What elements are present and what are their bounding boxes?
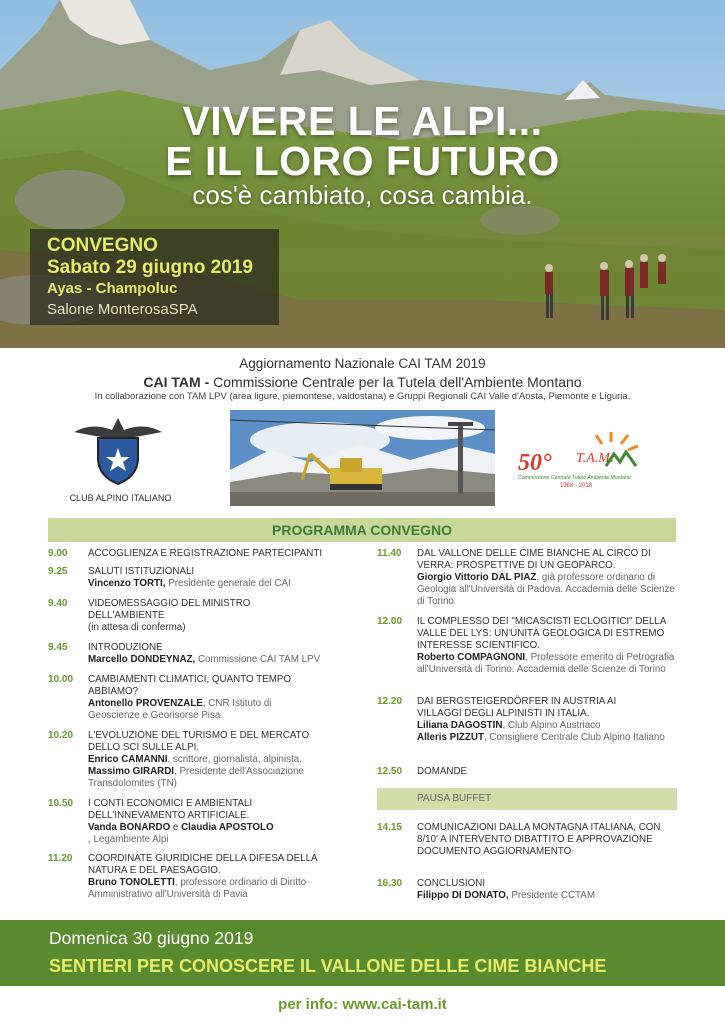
item-speaker: Antonello PROVENZALE (88, 698, 203, 709)
footer-date: Domenica 30 giugno 2019 (49, 928, 254, 948)
header-line1: Aggiornamento Nazionale CAI TAM 2019 (239, 356, 486, 371)
header-line3: In collaborazione con TAM LPV (area ligure, piemontese, valdostana) e Gruppi Regionali CAI Valle d'Aosta, Piemonte e Liguria. (94, 391, 631, 402)
item-role: Presidente generale del CAI (165, 578, 291, 589)
item-desc (88, 548, 353, 560)
hero-banner (0, 0, 725, 348)
item-title: CAMBIAMENTI CLIMATICI, QUANTO TEMPO ABBIAMO? (88, 674, 292, 697)
program-heading: PROGRAMMA CONVEGNO (48, 518, 676, 542)
item-desc (88, 642, 353, 666)
item-desc (88, 598, 353, 634)
event-venue: Salone MonterosaSPA (47, 301, 198, 318)
item-speaker-2: Alleris PIZZUT (417, 732, 484, 743)
item-title: ACCOGLIENZA E REGISTRAZIONE PARTECIPANTI (88, 548, 323, 559)
item-title: DAL VALLONE DELLE CIME BIANCHE AL CIRCO DI VERRA: PROSPETTIVE DI UN GEOPARCO. (417, 548, 651, 571)
tam-subtitle: Commissione Centrale Tutela Ambiente Montano (518, 475, 631, 481)
item-role: , già professore ordinario di Geologia all'Università di Padova. Accademia delle Scienze di Torino (417, 572, 675, 607)
item-desc (88, 853, 353, 901)
item-role: Commissione CAI TAM LPV (195, 654, 321, 665)
cai-logo-caption: CLUB ALPINO ITALIANO (69, 493, 172, 503)
item-title: CONCLUSIONI (417, 878, 486, 889)
item-speaker-2: Claudia APOSTOLO (181, 822, 274, 833)
item-speaker: Filippo DI DONATO, (417, 890, 509, 901)
item-title: IL COMPLESSO DEI "MICASCISTI ECLOGITICI" DELLA VALLE DEL LYS: UN'UNITÀ GEOLOGICA DI ESTREMO INTERESSE SCIENTIFICO. (417, 616, 666, 651)
tam-anniversary: 50° (518, 450, 552, 476)
item-time: 9.40 (48, 598, 68, 609)
item-desc (417, 548, 682, 608)
item-title: INTRODUZIONE (88, 642, 163, 653)
info-link[interactable]: per info: www.cai-tam.it (278, 996, 447, 1013)
event-label: CONVEGNO (47, 235, 158, 256)
item-desc (417, 766, 682, 778)
item-time: 9.45 (48, 642, 68, 653)
item-desc (88, 674, 353, 722)
item-role: , professore ordinario di Diritto Amministrativo all'Università di Pavia (88, 877, 307, 900)
item-desc (417, 878, 682, 902)
event-date: Sabato 29 giugno 2019 (47, 257, 253, 278)
item-conjunction: e (170, 822, 182, 833)
item-time: 12.20 (377, 696, 403, 707)
hero-title-line2: E IL LORO FUTURO (165, 138, 560, 184)
item-note: (in attesa di conferma) (88, 622, 186, 633)
item-desc (417, 616, 682, 676)
item-desc (417, 696, 682, 744)
tam-name: T.A.M. (576, 451, 614, 466)
item-speaker: Roberto COMPAGNONI (417, 652, 526, 663)
item-desc (88, 798, 353, 846)
item-desc (417, 822, 682, 858)
item-role-2: , Consigliere Centrale Club Alpino Italiano (483, 732, 665, 743)
pausa-buffet-bar: PAUSA BUFFET (377, 788, 677, 810)
footer-title: SENTIERI PER CONOSCERE IL VALLONE DELLE CIME BIANCHE (49, 956, 607, 976)
item-title: VIDEOMESSAGGIO DEL MINISTRO DELL'AMBIENTE (88, 598, 251, 621)
item-role: , Professore emerito di Petrografia all'Università di Torino. Accademia delle Scienze di Torino (417, 652, 675, 675)
item-time: 9.00 (48, 548, 68, 559)
item-time: 10.00 (48, 674, 74, 685)
header-line2-bold: CAI TAM - (143, 374, 214, 390)
item-title: DAI BERGSTEIGERDÖRFER IN AUSTRIA AI VILLAGGI DEGLI ALPINISTI IN ITALIA. (417, 696, 617, 719)
item-time: 12.50 (377, 766, 403, 777)
item-speaker: Liliana DAGOSTIN (417, 720, 503, 731)
header-line2 (0, 374, 725, 390)
cai-logo (72, 414, 164, 486)
event-info-box (30, 229, 279, 325)
tam-years: 1968 - 2018 (560, 483, 593, 489)
event-place: Ayas - Champoluc (47, 280, 178, 297)
item-speaker: Giorgio Vittorio DAL PIAZ (417, 572, 537, 583)
item-title: COORDINATE GIURIDICHE DELLA DIFESA DELLA NATURA E DEL PAESAGGIO. (88, 853, 318, 876)
header-line2-rest: Commissione Centrale per la Tutela dell'Ambiente Montano (213, 374, 582, 390)
item-title: L'EVOLUZIONE DEL TURISMO E DEL MERCATO DELLO SCI SULLE ALPI. (88, 730, 310, 753)
item-time: 16.30 (377, 878, 403, 889)
item-time: 14.15 (377, 822, 403, 833)
item-speaker: Marcello DONDEYNAZ, (88, 654, 196, 665)
item-time: 10.50 (48, 798, 74, 809)
item-title: I CONTI ECONOMICI E AMBIENTALI DELL'INNEVAMENTO ARTIFICIALE. (88, 798, 253, 821)
item-role: , Club Alpino Austriaco (502, 720, 601, 731)
hero-title-line1: VIVERE LE ALPI... (182, 98, 543, 144)
item-time: 9.25 (48, 566, 68, 577)
item-speaker: Vanda BONARDO (88, 822, 171, 833)
item-time: 10.20 (48, 730, 74, 741)
ski-lift-photo (230, 410, 495, 506)
item-speaker: Vincenzo TORTI, (88, 578, 166, 589)
item-title: COMUNICAZIONI DALLA MONTAGNA ITALIANA, CON 8/10' A INTERVENTO DIBATTITO E APPROVAZIONE DOCUMENTO AGGIORNAMENTO (417, 822, 661, 857)
item-title: SALUTI ISTITUZIONALI (88, 566, 195, 577)
item-time: 11.20 (48, 853, 73, 864)
item-desc (88, 566, 353, 590)
item-role: , scrittore, giornalista, alpinista. (167, 754, 302, 765)
item-role: , Legambiente Alpi (88, 834, 169, 845)
item-time: 11.40 (377, 548, 402, 559)
hero-subtitle: cos'è cambiato, cosa cambia. (192, 180, 533, 210)
item-role-2: , Presidente dell'Associazione Transdolomites (TN) (88, 766, 304, 789)
item-speaker: Enrico CAMANNI (88, 754, 168, 765)
item-role: , CNR Istituto di Geoscienze e Georisorse Pisa (88, 698, 272, 721)
item-time: 12.00 (377, 616, 403, 627)
tam-50-logo (516, 430, 666, 490)
item-role: Presidente CCTAM (508, 890, 596, 901)
item-desc (88, 730, 353, 790)
item-speaker: Bruno TONOLETTI (88, 877, 175, 888)
item-speaker-2: Massimo GIRARDI (88, 766, 175, 777)
item-title: DOMANDE (417, 766, 468, 777)
